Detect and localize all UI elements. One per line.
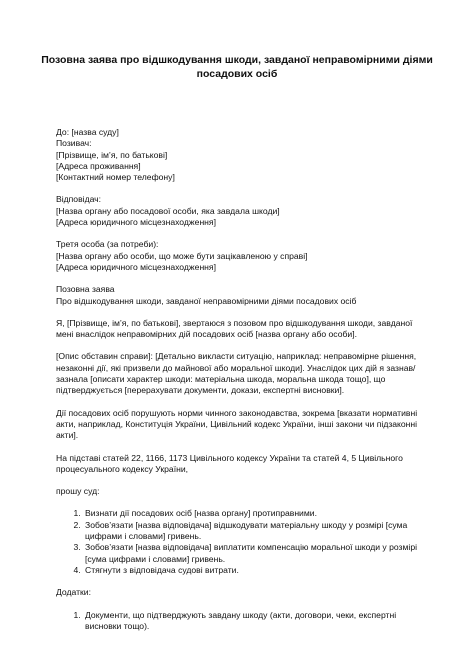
plaintiff-name: [Прізвище, ім’я, по батькові] [56, 149, 168, 160]
plaintiff-address: [Адреса проживання] [56, 160, 141, 171]
document-title: Позовна заява про відшкодування шкоди, завданої неправомірними діями посадових осіб [41, 54, 433, 80]
claim-block [56, 284, 418, 307]
plaintiff-phone: [Контактний номер телефону] [56, 172, 175, 183]
request-item: 1. Визнати дії посадових осіб [назва органу] протиправними. [83, 508, 418, 519]
third-party-header: Третя особа (за потреби): [56, 239, 159, 250]
parties-court-plaintiff [56, 127, 418, 183]
request-header: прошу суд: [56, 486, 100, 497]
request-list [56, 508, 418, 576]
claim-header: Позовна заява [56, 284, 115, 295]
intro-paragraph: Я, [Прізвище, ім’я, по батькові], звертаюся з позовом про відшкодування шкоди, завданої мені внаслідок неправомірних дій посадових осіб [назва органу або особи]. [56, 317, 413, 340]
third-party-name: [Назва органу або особи, що може бути зацікавленою у справі] [56, 250, 308, 261]
request-item: 3. Зобов’язати [назва відповідача] виплатити компенсацію моральної шкоди у розмірі [сума цифрами і словами] гривень. [83, 542, 418, 565]
third-party-block [56, 239, 418, 273]
document-body [56, 127, 418, 643]
plaintiff-header: Позивач: [56, 138, 92, 149]
request-item: 4. Стягнути з відповідача судові витрати. [83, 565, 418, 576]
circumstances-paragraph: [Опис обставин справи]: [Детально викласти ситуацію, наприклад: неправомірне рішення, незаконні дії, які призвели до майнової або моральної шкоди]. Унаслідок цих дій я зазнав/зазнала [описати характер шкоди: матеріальна шкода, моральна шкода тощо], що підтверджується [перерахувати документи, докази, експертні висновки]. [56, 351, 417, 396]
attachments-header: Додатки: [56, 587, 91, 598]
court-line: До: [назва суду] [56, 127, 119, 137]
claim-subject: Про відшкодування шкоди, завданої неправомірними діями посадових осіб [56, 295, 357, 306]
violations-paragraph: Дії посадових осіб порушують норми чинного законодавства, зокрема [вказати нормативні акти, наприклад, Конституція України, Цивільний кодекс України, інші закони чи підзаконні акти]. [56, 407, 418, 441]
defendant-header: Відповідач: [56, 194, 102, 205]
defendant-block [56, 194, 418, 228]
request-item: 2. Зобов’язати [назва відповідача] відшкодувати матеріальну шкоду у розмірі [сума цифрами і словами] гривень. [83, 520, 418, 543]
attachment-item: 1. Документи, що підтверджують завдану шкоду (акти, договори, чеки, експертні висновки тощо). [83, 610, 418, 633]
attachments-list [56, 610, 418, 633]
third-party-address: [Адреса юридичного місцезнаходження] [56, 261, 216, 272]
defendant-address: [Адреса юридичного місцезнаходження] [56, 217, 216, 228]
legal-basis-paragraph: На підставі статей 22, 1166, 1173 Цивільного кодексу України та статей 4, 5 Цивільного процесуального кодексу України, [56, 452, 403, 474]
defendant-name: [Назва органу або посадової особи, яка завдала шкоди] [56, 205, 280, 216]
